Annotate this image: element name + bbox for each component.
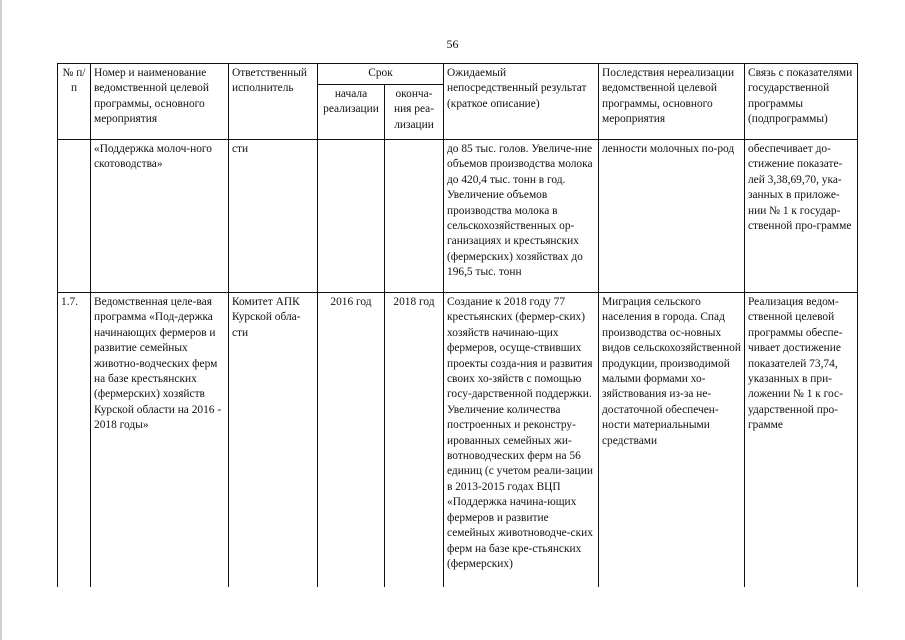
header-term-start: начала реализации bbox=[318, 85, 385, 140]
cell-end bbox=[385, 140, 444, 293]
cell-start bbox=[318, 140, 385, 293]
table-row bbox=[58, 140, 858, 293]
header-row bbox=[58, 64, 858, 85]
cell-num bbox=[58, 140, 91, 293]
program-table bbox=[57, 63, 858, 587]
cell-expected: Создание к 2018 году 77 крестьянских (фермер-ских) хозяйств начинаю-щих фермеров, осуще-ствивших проекты созда-ния и развития своих хо-зяйств с помощью госу-дарственной поддержки. Увеличение количества построенных и реконстру-ированных семейных жи-вотноводческих ферм на 56 единиц (с учетом реали-зации в 2013-2015 годах ВЦП «Поддержка начина-ющих фермеров и развитие семейных животноводче-ских ферм на базе кре-стьянских (фермерских) bbox=[444, 293, 599, 588]
cell-consequences: ленности молочных по-род bbox=[599, 140, 745, 293]
cell-link: Реализация ведом-ственной целевой программы обеспе-чивает достижение показателей 73,74, указанных в при-ложении № 1 к гос-ударственной про-грамме bbox=[745, 293, 858, 588]
header-executor: Ответственный исполнитель bbox=[229, 64, 318, 140]
header-name: Номер и наименование ведомственной целевой программы, основного мероприятия bbox=[91, 64, 229, 140]
header-term: Срок bbox=[318, 64, 444, 85]
cell-name: Ведомственная целе-вая программа «Под-держка начинающих фермеров и развитие семейных животно-водческих ферм на базе крестьянских (фермерских) хозяйств Курской области на 2016 - 2018 годы» bbox=[91, 293, 229, 588]
table-row bbox=[58, 293, 858, 588]
page-number: 56 bbox=[446, 37, 459, 51]
cell-executor: сти bbox=[229, 140, 318, 293]
cell-expected: до 85 тыс. голов. Увеличе-ние объемов производства молока до 420,4 тыс. тонн в год. Увеличение объемов производства молока в сельскохозяйственных ор-ганизациях и крестьянских (фермерских) хозяйствах до 196,5 тыс. тонн bbox=[444, 140, 599, 293]
header-link: Связь с показателями государственной программы (подпрограммы) bbox=[745, 64, 858, 140]
cell-start: 2016 год bbox=[318, 293, 385, 588]
header-consequences: Последствия нереализации ведомственной целевой программы, основного мероприятия bbox=[599, 64, 745, 140]
cell-link: обеспечивает до-стижение показате-лей 3,38,69,70, ука-занных в приложе-нии № 1 к государ-ственной про-грамме bbox=[745, 140, 858, 293]
header-num: № п/п bbox=[58, 64, 91, 140]
scan-edge bbox=[0, 0, 2, 640]
cell-executor: Комитет АПК Курской обла-сти bbox=[229, 293, 318, 588]
cell-num: 1.7. bbox=[58, 293, 91, 588]
cell-consequences: Миграция сельского населения в города. Спад производства ос-новных видов сельскохозяйственной продукции, производимой малыми формами хо-зяйствования из-за не-достаточной обеспечен-ности материальными средствами bbox=[599, 293, 745, 588]
header-term-end: оконча-ния реа-лизации bbox=[385, 85, 444, 140]
header-expected: Ожидаемый непосредственный результат (краткое описание) bbox=[444, 64, 599, 140]
cell-name: «Поддержка молоч-ного скотоводства» bbox=[91, 140, 229, 293]
cell-end: 2018 год bbox=[385, 293, 444, 588]
